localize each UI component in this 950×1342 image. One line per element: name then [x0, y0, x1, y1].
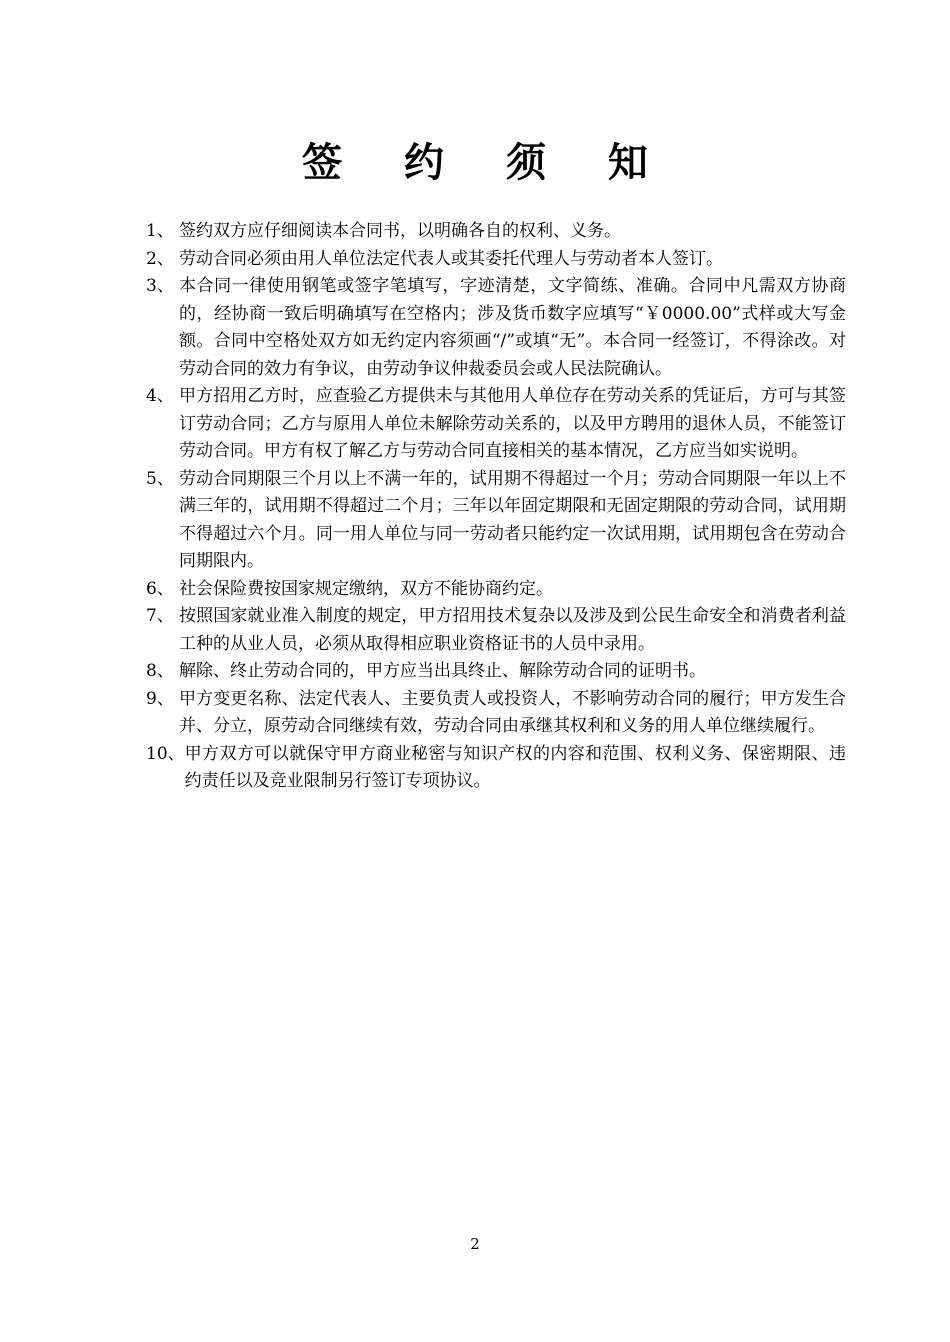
- list-item: [146, 741, 846, 796]
- item-text: 解除、终止劳动合同的，甲方应当出具终止、解除劳动合同的证明书。: [179, 661, 706, 681]
- item-text: 甲方变更名称、法定代表人、主要负责人或投资人，不影响劳动合同的履行；甲方发生合并、分立，原劳动合同继续有效，劳动合同由承继其权利和义务的用人单位继续履行。: [179, 688, 846, 736]
- item-number: 8、: [146, 661, 174, 681]
- list-item: [146, 603, 846, 658]
- item-text: 甲方招用乙方时，应查验乙方提供未与其他用人单位存在劳动关系的凭证后，方可与其签订劳动合同；乙方与原用人单位未解除劳动关系的，以及甲方聘用的退休人员，不能签订劳动合同。甲方有权了解乙方与劳动合同直接相关的基本情况，乙方应当如实说明。: [179, 386, 846, 461]
- list-item: [146, 383, 846, 466]
- item-number: 2、: [146, 248, 174, 269]
- item-number: 9、: [146, 688, 174, 709]
- item-number: 4、: [146, 386, 174, 406]
- item-number: 6、: [146, 578, 174, 599]
- item-text: 劳动合同必须由用人单位法定代表人或其委托代理人与劳动者本人签订。: [179, 248, 723, 269]
- list-item: [146, 466, 846, 576]
- list-item: [146, 246, 846, 274]
- item-number: 3、: [146, 276, 174, 296]
- page-number: 2: [470, 1235, 480, 1253]
- list-item: [146, 218, 846, 246]
- item-number: 5、: [146, 468, 174, 489]
- list-item: [146, 686, 846, 741]
- item-number: 7、: [146, 606, 174, 626]
- item-number: 1、: [146, 221, 174, 241]
- item-text: 甲方双方可以就保守甲方商业秘密与知识产权的内容和范围、权利义务、保密期限、违约责任以及竞业限制另行签订专项协议。: [184, 743, 846, 791]
- page-title: 签 约 须 知: [302, 139, 672, 186]
- item-text: 劳动合同期限三个月以上不满一年的，试用期不得超过一个月；劳动合同期限一年以上不满三年的，试用期不得超过二个月；三年以年固定期限和无固定期限的劳动合同，试用期不得超过六个月。同一用人单位与同一劳动者只能约定一次试用期，试用期包含在劳动合同期限内。: [179, 468, 846, 571]
- list-item: [146, 576, 846, 604]
- list-item: [146, 658, 846, 686]
- item-text: 按照国家就业准入制度的规定，甲方招用技术复杂以及涉及到公民生命安全和消费者利益工种的从业人员，必须从取得相应职业资格证书的人员中录用。: [179, 606, 846, 654]
- item-text: 签约双方应仔细阅读本合同书，以明确各自的权利、义务。: [179, 221, 621, 241]
- item-number: 10、: [146, 743, 185, 764]
- item-text: 社会保险费按国家规定缴纳，双方不能协商约定。: [179, 578, 553, 599]
- item-text: 本合同一律使用钢笔或签字笔填写，字迹清楚，文字简练、准确。合同中凡需双方协商的，经协商一致后明确填写在空格内；涉及货币数字应填写“￥0000.00”式样或大写金额。合同中空格处双方如无约定内容须画“/”或填“无”。本合同一经签订，不得涂改。对劳动合同的效力有争议，由劳动争议仲裁委员会或人民法院确认。: [179, 276, 846, 379]
- list-item: [146, 273, 846, 383]
- notice-list: [146, 218, 846, 796]
